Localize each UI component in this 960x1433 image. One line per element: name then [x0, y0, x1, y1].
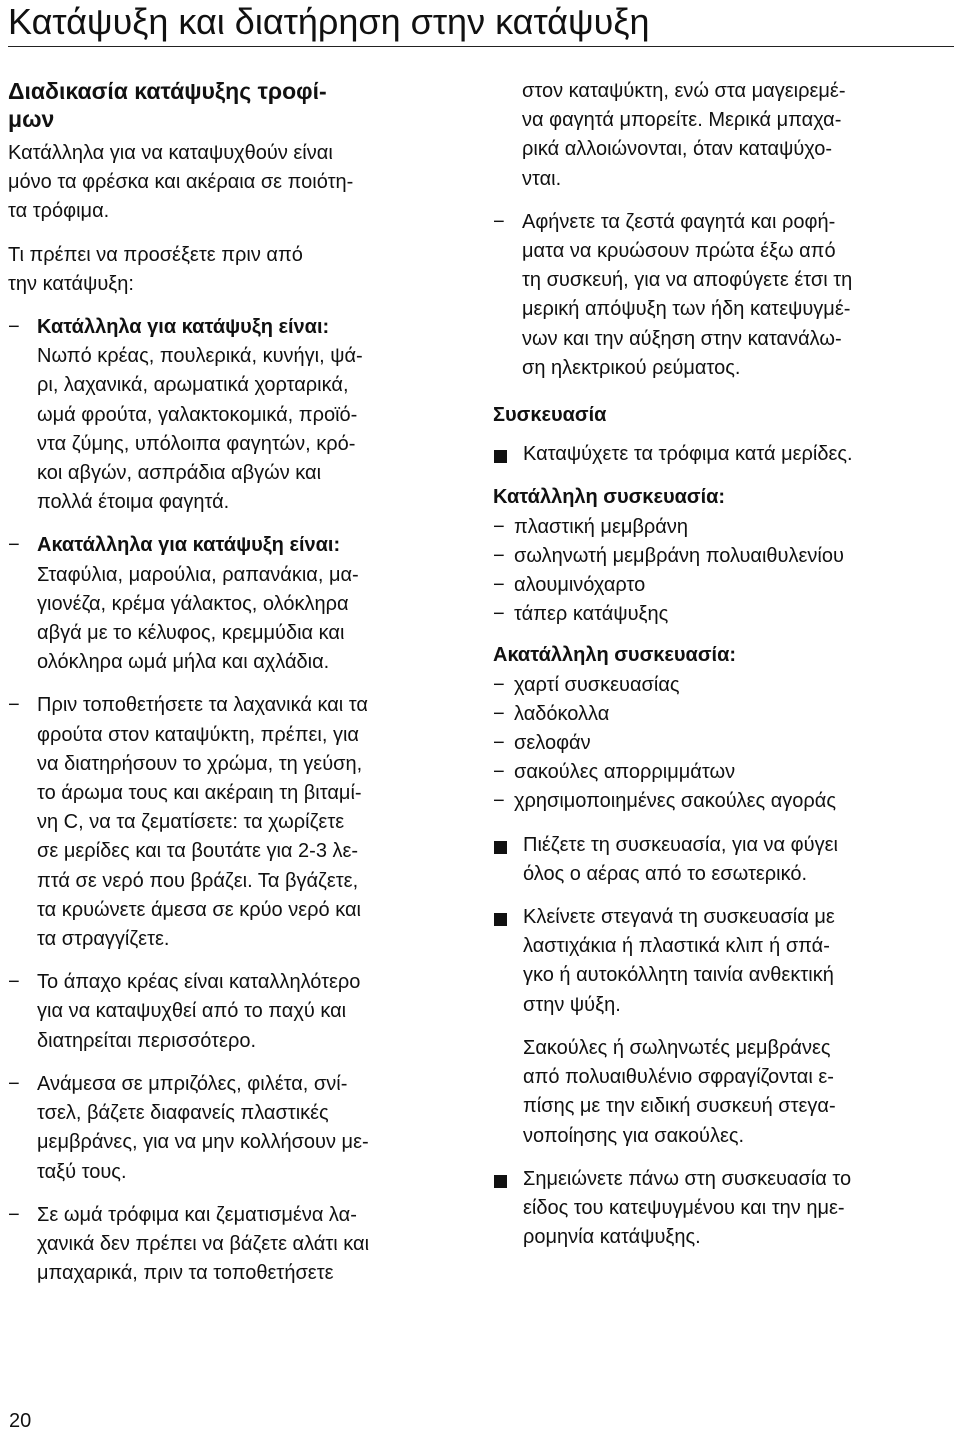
text-line: φρούτα στον καταψύκτη, πρέπει, για: [37, 723, 359, 746]
page-title: Κατάψυξη και διατήρηση στην κατάψυξη: [8, 1, 650, 42]
list-item: [493, 700, 955, 729]
text-line: πολλά έτοιμα φαγητά.: [37, 491, 230, 514]
text-line: για να καταψυχθεί από το παχύ και: [37, 1000, 347, 1023]
text-line: ταξύ τους.: [37, 1160, 127, 1183]
list-item-blanching: [8, 691, 473, 954]
list-item-text: τάπερ κατάψυξης: [514, 603, 669, 626]
text-line: τα τρόφιμα.: [8, 200, 110, 223]
text-line: ση ηλεκτρικού ρεύματος.: [522, 356, 741, 379]
text-line: νοποίησης για σακούλες.: [523, 1124, 745, 1147]
item-bold-lead: Κατάλληλα για κατάψυξη είναι:: [37, 316, 330, 339]
list-item: [493, 513, 955, 542]
left-column: [8, 77, 473, 1288]
dash-bullet: −: [493, 210, 505, 233]
text-line: Σακούλες ή σωληνωτές μεμβράνες: [523, 1036, 831, 1059]
text-line: Σταφύλια, μαρούλια, ραπανάκια, μα-: [37, 563, 359, 586]
dash-bullet: −: [493, 544, 505, 567]
text-line: Νωπό κρέας, πουλερικά, κυνήγι, ψά-: [37, 345, 363, 368]
text-line: Τι πρέπει να προσέξετε πριν από: [8, 243, 303, 266]
text-line: διατηρείται περισσότερο.: [37, 1029, 257, 1052]
list-item-text: πλαστική μεμβράνη: [514, 515, 688, 538]
text-line: ματα να κρυώσουν πρώτα έξω από: [522, 240, 836, 263]
text-line: Σημειώνετε πάνω στη συσκευασία το: [523, 1167, 852, 1190]
text-line: νται.: [522, 167, 562, 190]
text-line: κοι αβγών, ασπράδια αβγών και: [37, 462, 322, 485]
list-item-text: χρησιμοποιημένες σακούλες αγοράς: [514, 790, 837, 813]
square-bullet-icon: [494, 913, 507, 926]
text-line: από πολυαιθυλένιο σφραγίζονται ε-: [523, 1066, 834, 1089]
text-line: τα κρυώνετε άμεσα σε κρύο νερό και: [37, 898, 361, 921]
text-line: Κατάλληλα για να καταψυχθούν είναι: [8, 142, 333, 164]
heading-line: Διαδικασία κατάψυξης τροφί-: [8, 78, 327, 104]
list-item: [493, 729, 955, 758]
text-line: χανικά δεν πρέπει να βάζετε αλάτι και: [37, 1232, 370, 1255]
text-line: γιονέζα, κρέμα γάλακτος, ολόκληρα: [37, 592, 349, 615]
right-column: [493, 77, 955, 1252]
text-line: Ανάμεσα σε μπριζόλες, φιλέτα, σνί-: [37, 1072, 348, 1095]
portion-tip: [493, 440, 955, 469]
square-bullet-icon: [494, 450, 507, 463]
text-line: στην ψύξη.: [523, 993, 621, 1016]
text-line: Καταψύχετε τα τρόφιμα κατά μερίδες.: [523, 443, 853, 466]
text-line: ρομηνία κατάψυξης.: [523, 1226, 701, 1249]
text-line: σε μερίδες και τα βουτάτε για 2-3 λε-: [37, 840, 359, 863]
suitable-packaging-heading: Κατάλληλη συσκευασία:: [493, 486, 726, 509]
continuation-paragraph: [493, 77, 955, 194]
text-line: μόνο τα φρέσκα και ακέραια σε ποιότη-: [8, 171, 354, 194]
text-line: μερική απόψυξη των ήδη κατεψυγμέ-: [522, 298, 851, 321]
title-divider: [8, 46, 954, 47]
dash-bullet: −: [493, 702, 505, 725]
dash-bullet: −: [493, 673, 505, 696]
text-line: είδος του κατεψυγμένου και την ημε-: [523, 1196, 845, 1219]
text-line: ρικά αλλοιώνονται, όταν καταψύχο-: [522, 138, 833, 161]
heading-line: μων: [8, 106, 55, 132]
suitable-packaging-list: [493, 513, 955, 630]
text-line: τα στραγγίζετε.: [37, 928, 170, 951]
list-item-text: χαρτί συσκευασίας: [514, 673, 680, 696]
list-item: [493, 600, 955, 629]
list-item: [493, 542, 955, 571]
dash-bullet: −: [493, 603, 505, 626]
square-bullet-icon: [494, 1175, 507, 1188]
text-line: ωμά φρούτα, γαλακτοκομικά, προϊό-: [37, 403, 358, 426]
text-line: πίσης με την ειδική συσκευή στεγα-: [523, 1095, 836, 1118]
text-line: όλος ο αέρας από το εσωτερικό.: [523, 862, 808, 885]
list-item-hot-food: [493, 208, 955, 383]
unsuitable-packaging-heading: Ακατάλληλη συσκευασία:: [493, 644, 737, 667]
text-line: την κατάψυξη:: [8, 272, 134, 295]
text-line: Αφήνετε τα ζεστά φαγητά και ροφή-: [522, 210, 836, 233]
dash-bullet: −: [8, 694, 20, 717]
text-line: Πιέζετε τη συσκευασία, για να φύγει: [523, 833, 838, 856]
text-line: να διατηρήσουν το χρώμα, τη γεύση,: [37, 752, 363, 775]
text-line: μπαχαρικά, πριν τα τοποθετήσετε: [37, 1262, 334, 1285]
list-item-text: αλουμινόχαρτο: [514, 574, 646, 597]
label-tip: [493, 1165, 955, 1253]
list-item: [493, 571, 955, 600]
dash-bullet: −: [493, 790, 505, 813]
text-line: λαστιχάκια ή πλαστικά κλιπ ή σπά-: [523, 935, 830, 958]
list-item-separating-films: [8, 1070, 473, 1187]
dash-bullet: −: [493, 515, 505, 538]
dash-bullet: −: [8, 316, 20, 339]
dash-bullet: −: [493, 732, 505, 755]
text-line: γκο ή αυτοκόλλητη ταινία ανθεκτική: [523, 964, 834, 987]
page-number: 20: [9, 1410, 32, 1432]
text-line: Το άπαχο κρέας είναι καταλληλότερο: [37, 971, 361, 994]
item-bold-lead: Ακατάλληλα για κατάψυξη είναι:: [37, 534, 341, 557]
dash-bullet: −: [8, 1072, 20, 1095]
list-item-suitable-foods: [8, 313, 473, 517]
text-line: στον καταψύκτη, ενώ στα μαγειρεμέ-: [522, 80, 846, 102]
text-line: ντα ζύμης, υπόλοιπα φαγητών, κρό-: [37, 432, 356, 455]
text-line: Πριν τοποθετήσετε τα λαχανικά και τα: [37, 694, 368, 717]
list-item: [493, 758, 955, 787]
dash-bullet: −: [8, 1203, 20, 1226]
text-line: ρι, λαχανικά, αρωματικά χορταρικά,: [37, 374, 349, 397]
text-line: μεμβράνες, για να μην κολλήσουν με-: [37, 1131, 369, 1154]
text-line: Κλείνετε στεγανά τη συσκευασία με: [523, 906, 835, 929]
unsuitable-packaging-list: [493, 671, 955, 817]
seal-tip: [493, 903, 955, 1020]
text-line: τη συσκευή, για να αποφύγετε έτσι τη: [522, 269, 853, 292]
list-item-lean-meat: [8, 968, 473, 1056]
dash-bullet: −: [8, 534, 20, 557]
list-item-salt-spices: [8, 1201, 473, 1289]
text-line: Σε ωμά τρόφιμα και ζεματισμένα λα-: [37, 1203, 357, 1226]
square-bullet-icon: [494, 841, 507, 854]
text-line: νη C, να τα ζεματίσετε: τα χωρίζετε: [37, 811, 345, 834]
packaging-heading: Συσκευασία: [493, 404, 607, 427]
text-line: το άρωμα τους και ακέραιη τη βιταμί-: [37, 782, 362, 805]
intro-paragraph: [8, 139, 473, 227]
list-item-text: σωληνωτή μεμβράνη πολυαιθυλενίου: [514, 544, 844, 567]
list-item-text: λαδόκολλα: [514, 702, 610, 725]
dash-bullet: −: [493, 574, 505, 597]
before-freezing-heading: [8, 241, 473, 299]
dash-bullet: −: [493, 761, 505, 784]
text-line: πτά σε νερό που βράζει. Τα βγάζετε,: [37, 869, 359, 892]
dash-bullet: −: [8, 971, 20, 994]
text-line: νων και την αύξηση στην κατανάλω-: [522, 327, 842, 350]
list-item-text: σακούλες απορριμμάτων: [514, 761, 736, 784]
list-item-text: σελοφάν: [514, 732, 591, 755]
text-line: τσελ, βάζετε διαφανείς πλαστικές: [37, 1102, 329, 1125]
text-line: να φαγητά μπορείτε. Μερικά μπαχα-: [522, 109, 842, 132]
bags-sealing-note: [493, 1034, 955, 1151]
text-line: ολόκληρα ωμά μήλα και αχλάδια.: [37, 651, 330, 674]
list-item-unsuitable-foods: [8, 531, 473, 677]
list-item: [493, 787, 955, 816]
press-air-tip: [493, 831, 955, 889]
list-item: [493, 671, 955, 700]
section-heading-freezing-procedure: [8, 77, 473, 133]
text-line: αβγά με το κέλυφος, κρεμμύδια και: [37, 622, 345, 645]
